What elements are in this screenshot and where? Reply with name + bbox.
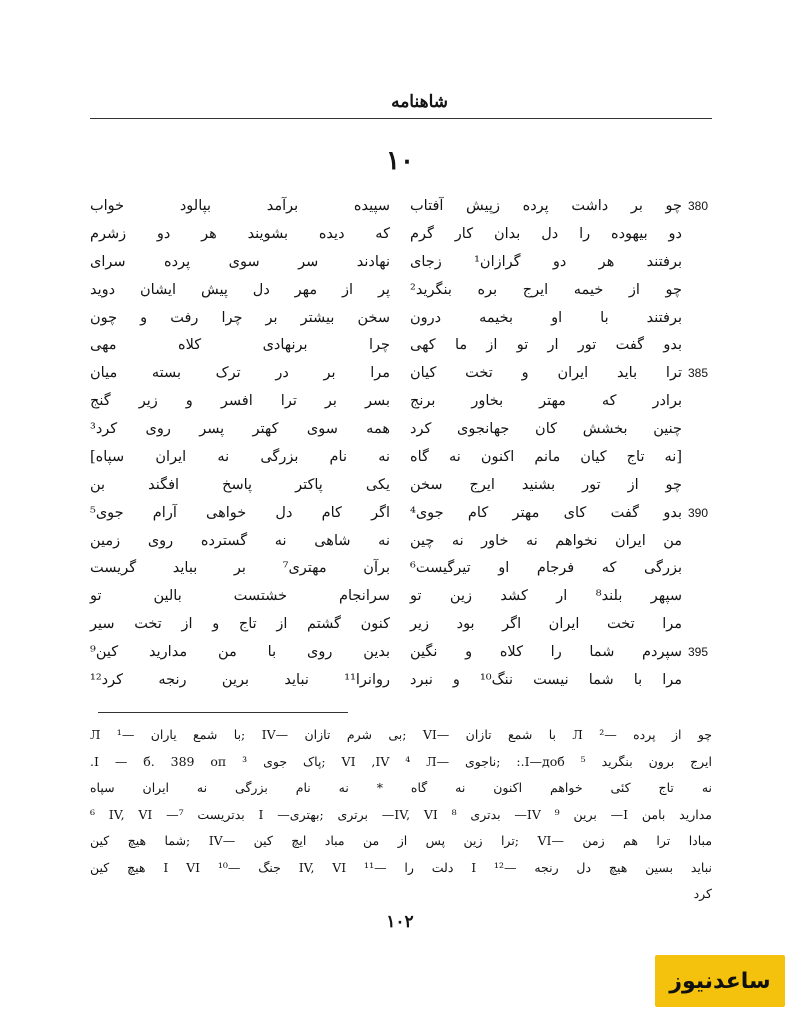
verse-hemistich-left: برآن مهتری⁷ بر بباید گریست: [90, 560, 391, 577]
verse-hemistich-right: چو بر داشت پرده زپیش آفتاب: [410, 198, 682, 214]
verse-hemistich-left: بدین روی با من مدارید کین⁹: [90, 644, 390, 660]
footnote-line: کرد: [693, 886, 712, 901]
verse-hemistich-left: نه نام بزرگی نه ایران سپاه]: [90, 448, 390, 465]
verse-hemistich-right: [نه تاج کیان مانم اکنون نه گاه: [410, 448, 682, 465]
verse-hemistich-left: اگر کام دل خواهی آرام جوی⁵: [90, 504, 390, 521]
footnote-rule: [98, 712, 348, 713]
verse-hemistich-left: سرانجام خشتست بالین تو: [90, 588, 390, 605]
verse-hemistich-right: ترا باید ایران و تخت کیان: [410, 365, 682, 382]
section-number: ۱۰: [386, 146, 414, 176]
verse-line-number: 380: [688, 199, 709, 213]
verse-hemistich-right: مرا با شما نیست ننگ¹⁰ و نبرد: [410, 671, 682, 688]
footnote-line: ایرج برون بنگرید ⁵ I—доб.: ;ناجوی —VI ,IV ⁴ Л ;پاک جوی ³ I — б. 389 оп.: [90, 753, 712, 769]
verse-hemistich-left: بسر بر ترا افسر و زیر گنج: [90, 393, 390, 410]
verse-hemistich-left: مرا بر در ترک بسته میان: [90, 365, 390, 382]
verse-hemistich-left: که دیده بشویند هر دو زشرم: [90, 225, 390, 242]
verse-line-number: 385: [688, 366, 709, 381]
verse-hemistich-right: مرا تخت ایران اگر بود زیر: [410, 616, 682, 633]
verse-hemistich-left: سپیده برآمد بپالود خواب: [90, 198, 390, 214]
footnote-line: نه تاج کئی خواهم اکنون نه گاه * نه نام بزرگی نه ایران سپاه: [90, 780, 712, 795]
left-verse-column: [90, 196, 390, 690]
verse-hemistich-right: بزرگی که فرجام او تیرگیست⁶: [410, 560, 682, 577]
verse-hemistich-right: برادر که مهتر بخاور برنج: [410, 393, 682, 410]
verse-hemistich-left: سخن بیشتر بر چرا رفت و چون: [90, 309, 390, 326]
verse-hemistich-left: همه سوی کهتر پسر روی کرد³: [90, 421, 390, 437]
verse-hemistich-right: بدو گفت کای مهتر کام جوی⁴: [410, 504, 682, 521]
verse-hemistich-right: سپردم شما را کلاه و نگین: [410, 644, 682, 660]
verse-line-number: 390: [688, 505, 709, 520]
running-head-title: شاهنامه: [391, 92, 448, 112]
footnote-line: چو از پرده —Л ² با شمع تازان —VI ;بی شرم تازان —IV ;با شمع یاران —Л ¹: [90, 727, 713, 742]
footnotes-block: [90, 722, 712, 908]
footnote-line: نباید بسین هیچ دل رنجه —I ¹² دلت را —IV, VI ¹¹ جنگ —I VI ¹⁰ هیچ کین: [90, 859, 712, 875]
watermark-logo: ساعدنیوز: [655, 955, 785, 1007]
verse-hemistich-right: بدو گفت تور ار تو از ما کهی: [410, 337, 682, 354]
verse-hemistich-left: پر از مهر دل پیش ایشان دوید: [90, 281, 390, 298]
verse-hemistich-left: نه شاهی نه گسترده روی زمین: [90, 532, 390, 549]
verse-hemistich-right: چو از تور بشنید ایرج سخن: [410, 476, 682, 493]
verse-hemistich-right: دو بیهوده را دل بدان کار گرم: [410, 225, 682, 242]
verse-hemistich-left: چرا برنهادی کلاه مهی: [90, 337, 390, 354]
verse-hemistich-left: کنون گشتم از تاج و از تخت سیر: [90, 616, 390, 633]
right-verse-column: [410, 196, 682, 690]
verse-hemistich-left: روانرا¹¹ نباید برین رنجه کرد¹²: [90, 671, 390, 688]
footnote-line: مبادا ترا هم زمن —VI ;ترا زین پس از من مباد ایچ کین —IV ;شما هیچ کین: [90, 833, 713, 848]
verse-hemistich-right: سپهر بلند⁸ ار کشد زین تو: [410, 588, 683, 605]
verse-hemistich-right: چنین بخشش کان جهانجوی کرد: [410, 421, 682, 437]
verse-hemistich-left: نهادند سر سوی پرده سرای: [90, 253, 390, 270]
verse-hemistich-right: من ایران نخواهم نه خاور نه چین: [410, 532, 682, 549]
page-number: ۱۰۲: [386, 912, 414, 932]
verse-line-number: 395: [688, 645, 709, 660]
header-rule: [90, 118, 712, 119]
verse-hemistich-right: چو از خیمه ایرج بره بنگرید²: [410, 281, 682, 298]
footnote-line: ⁶ IV, VI —بدتریست ⁷ I —برتری ;بهتری —IV, VI ⁸ بدتری —IV ⁹ برین —I مدارید بامن: [90, 806, 712, 822]
verse-hemistich-left: یکی پاکتر پاسخ افگند بن: [90, 476, 390, 493]
line-number-gutter: [688, 196, 720, 690]
verse-hemistich-right: برفتند هر دو گرازان¹ زجای: [410, 253, 683, 270]
verse-hemistich-right: برفتند با او بخیمه درون: [410, 309, 682, 326]
